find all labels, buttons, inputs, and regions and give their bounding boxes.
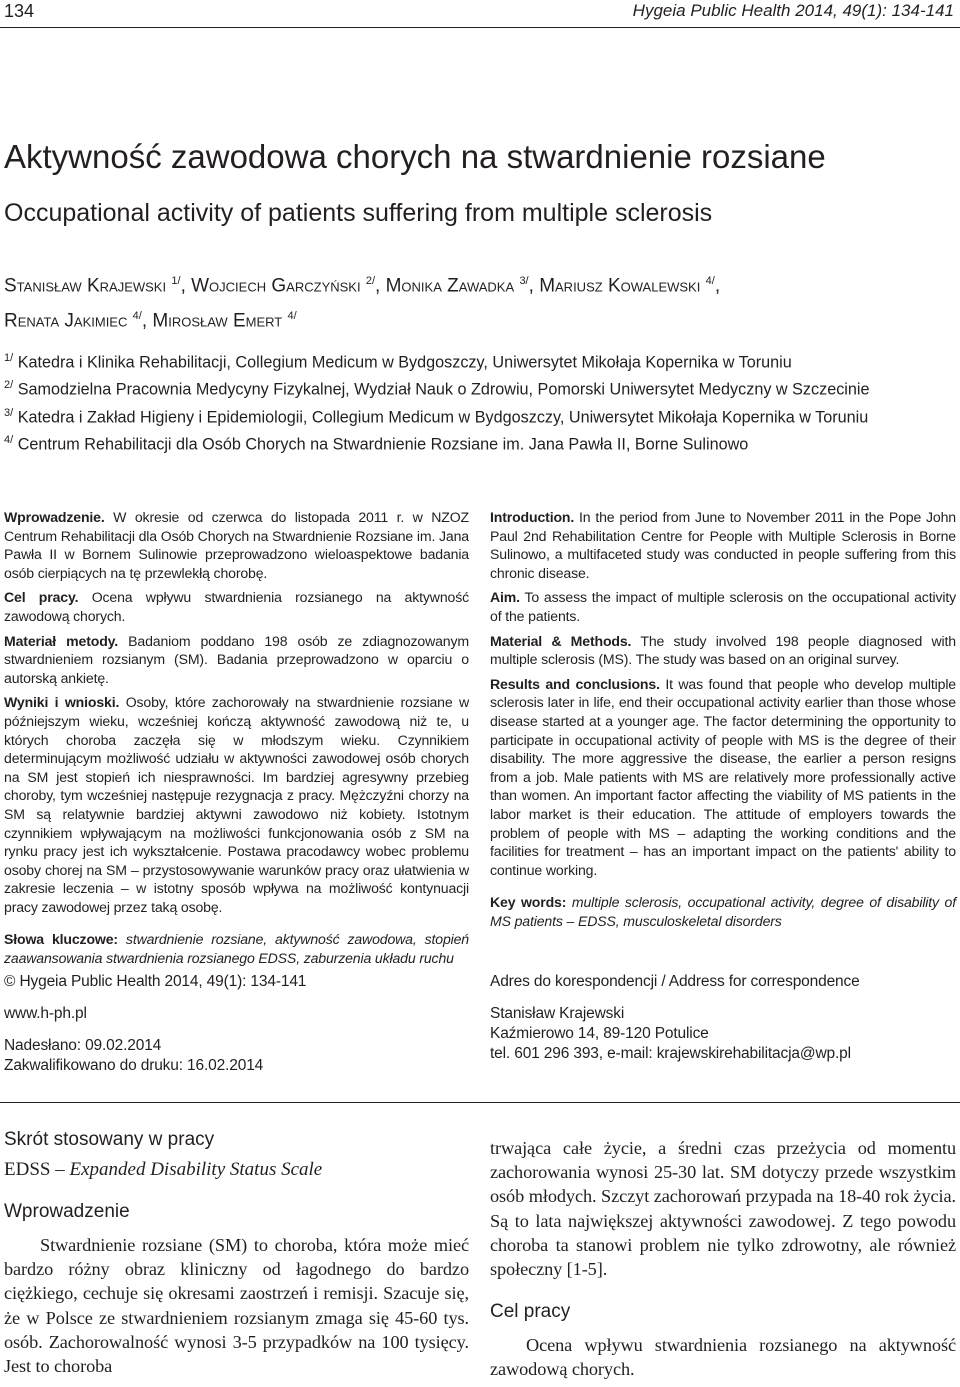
abbreviations-heading: Skrót stosowany w pracy (4, 1129, 215, 1150)
author-affiliation: 1/ (171, 275, 181, 287)
affiliation-text: Katedra i Zakład Higieny i Epidemiologii, Collegium Medicum w Bydgoszczy, Uniwersytet Mikołaja Kopernika w Toruniu (17, 408, 869, 427)
accepted-date: Zakwalifikowano do druku: 16.02.2014 (4, 1057, 264, 1074)
abstract-paragraph (490, 632, 956, 669)
author-affiliation: 4/ (705, 275, 715, 287)
abstract-polish (4, 508, 469, 974)
abstract-text: To assess the impact of multiple sclerosis on the occupational activity of the patients. (490, 589, 956, 624)
correspondence-block (490, 972, 956, 1064)
page-number: 134 (4, 1, 35, 21)
running-header (0, 0, 960, 28)
author-affiliation: 4/ (287, 310, 297, 323)
abstract-paragraph (490, 675, 956, 880)
copyright-icon: © (4, 973, 16, 990)
website-link[interactable]: www.h-ph.pl (4, 1005, 87, 1022)
abstract-label: Material & Methods. (490, 632, 632, 649)
aim-heading: Cel pracy (490, 1301, 571, 1323)
aim-text (490, 1333, 956, 1381)
abbreviation-dash: – (50, 1159, 70, 1180)
keywords-polish (4, 930, 469, 967)
abstract-paragraph (4, 693, 469, 916)
author-name: Mirosław Emert (152, 310, 283, 332)
affiliation-text: Katedra i Klinika Rehabilitacji, Collegium Medicum w Bydgoszczy, Uniwersytet Mikołaja Kopernika w Toruniu (17, 353, 792, 372)
abstract-english (490, 508, 956, 936)
body-right-column (490, 1136, 956, 1382)
abstract-text: The study involved 198 people diagnosed with multiple sclerosis (MS). The study was based on an original survey. (490, 632, 956, 668)
aim-paragraph: Ocena wpływu stwardnienia rozsianego na aktywność zawodową chorych. (490, 1335, 956, 1380)
author-name: Stanisław Krajewski (4, 275, 167, 297)
section-divider (0, 1102, 960, 1103)
abstract-text: W okresie od czerwca do listopada 2011 r. w NZOZ Centrum Rehabilitacji dla Osób Chorych na Stwardnienie Rozsiane im. Jana Pawła II w Bornem Sulinowie przeprowadzono wieloaspektowe badania osób cierpiących na tę przewlekłą chorobę. (4, 509, 469, 581)
title-english: Occupational activity of patients suffering from multiple sclerosis (4, 199, 713, 227)
abbreviation-definition: Expanded Disability Status Scale (69, 1159, 323, 1180)
body-left-column (4, 1127, 469, 1378)
author-name: Wojciech Garczyński (191, 275, 361, 297)
author-name: Renata Jakimiec (4, 310, 128, 332)
affiliation-number: 3/ (4, 406, 14, 419)
affiliation-number: 1/ (4, 352, 14, 364)
correspondence-name: Stanisław Krajewski (490, 1005, 625, 1022)
abstract-text: It was found that people who develop multiple sclerosis later in life, end their occupational activity earlier than those whose disease started at a younger age. The factor determining the opportunity to participate in occupational activity of people with MS is the degree of their disability. The more aggressive the disease, the earlier a person resigns from a job. Male patients with MS are relatively more professionally active than women. An important factor affecting the viability of MS patients in the labor market is their education. The attitude of employers towards the problem of people with MS – adapting the working conditions and the facilities for treatment – has an important impact on the patients' ability to continue working. (490, 675, 956, 878)
affiliation-number: 2/ (4, 379, 14, 392)
correspondence-contact: tel. 601 296 393, e-mail: krajewskirehabilitacja@wp.pl (490, 1045, 851, 1062)
copyright-text: Hygeia Public Health 2014, 49(1): 134-141 (19, 973, 307, 990)
correspondence-heading: Adres do korespondencji / Address for correspondence (490, 973, 860, 990)
affiliation-text: Centrum Rehabilitacji dla Osób Chorych na Stwardnienie Rozsiane im. Jana Pawła II, Borne Sulinowo (17, 435, 749, 454)
abstract-label: Cel pracy. (4, 589, 79, 606)
affiliation-item (4, 374, 959, 401)
journal-citation: Hygeia Public Health 2014, 49(1): 134-141 (632, 1, 954, 20)
abstract-label: Aim. (490, 589, 520, 606)
affiliation-item (4, 347, 959, 374)
abstract-paragraph (4, 508, 469, 582)
author-name: Monika Zawadka (385, 275, 515, 297)
introduction-heading: Wprowadzenie (4, 1201, 130, 1222)
title-polish: Aktywność zawodowa chorych na stwardnienie rozsiane (4, 138, 826, 175)
keywords-text: stwardnienie rozsiane, aktywność zawodowa, stopień zaawansowania stwardnienia rozsianego EDSS, zaburzenia układu ruchu (4, 931, 469, 967)
introduction-paragraph: Stwardnienie rozsiane (SM) to choroba, która może mieć bardzo różny obraz kliniczny od łagodnego do bardzo ciężkiego, cechuje się okresami zaostrzeń i remisji. Szacuje się, że w Polsce ze stwardnieniem rozsianym zmaga się 45-60 tys. osób. Zachorowalność wynosi 3-5 przypadków na 100 tysięcy. Jest to choroba (4, 1235, 469, 1377)
correspondence-address: Kaźmierowo 14, 89-120 Potulice (490, 1025, 709, 1042)
abstract-label: Wyniki i wnioski. (4, 694, 120, 711)
affiliation-item (4, 402, 959, 429)
affiliation-text: Samodzielna Pracownia Medycyny Fizykalnej, Wydział Nauk o Zdrowiu, Pomorski Uniwersytet Medyczny w Szczecinie (17, 380, 870, 399)
copyright-line (4, 972, 469, 992)
abstract-paragraph (4, 632, 469, 688)
submitted-date: Nadesłano: 09.02.2014 (4, 1037, 162, 1054)
author-affiliation: 2/ (365, 275, 376, 287)
abstract-paragraph (4, 588, 469, 625)
author-affiliation: 4/ (132, 310, 142, 323)
keywords-english (490, 893, 956, 930)
abstract-text: Ocena wpływu stwardnienia rozsianego na aktywność zawodową chorych. (4, 589, 470, 624)
affiliation-item (4, 429, 959, 456)
abstract-text: Osoby, które zachorowały na stwardnienie rozsiane w późniejszym wieku, wcześniej kończą aktywność zawodową niż te, u których choroba zaczęła się w młodszym wieku. Czynnikiem determinującym możliwość udziału w aktywności zawodowej osób chorych na SM jest stopień ich niesprawności. Im bardziej agresywny przebieg choroby, tym wcześniej następuje rezygnacja z pracy. Mężczyźni chorzy na SM są relatywnie bardziej aktywni zawodowo niż kobiety. Istotnym czynnikiem wpływającym na możliwości funkcjonowania osób z SM na rynku pracy jest ich wykształcenie. Postawa pracodawcy wobec problemu osoby chorej na SM – przystosowywanie warunków pracy oraz ułatwienia w zakresie leczenia – w istotny sposób wpływa na możliwość kontynuacji pracy zawodowej przez taką osobę. (4, 694, 469, 915)
introduction-continuation (490, 1136, 956, 1281)
author-affiliation: 3/ (519, 275, 529, 287)
publication-info (4, 972, 469, 1088)
keywords-label: Key words: (490, 894, 567, 911)
abbreviation-term: EDSS (4, 1159, 51, 1180)
abstract-label: Materiał metody. (4, 632, 119, 649)
affiliation-list (4, 347, 959, 457)
keywords-label: Słowa kluczowe: (4, 931, 118, 948)
abstract-paragraph (490, 588, 956, 625)
introduction-text (4, 1233, 469, 1378)
abstract-text: In the period from June to November 2011 in the Pope John Paul 2nd Rehabilitation Centre for People with Multiple Sclerosis in Borne Sulinowo, a multifaceted study was conducted in people suffering from this chronic disease. (490, 509, 956, 581)
keywords-text: multiple sclerosis, occupational activity, degree of disability of MS patients – EDSS, musculoskeletal disorders (490, 894, 956, 929)
affiliation-number: 4/ (4, 434, 14, 447)
abstract-text: Badaniom poddano 198 osób ze zdiagnozowanym stwardnieniem rozsianym (SM). Badania przeprowadzono w oparciu o autorską ankietę. (4, 632, 469, 686)
author-list: Stanisław Krajewski $^{1/}$, Wojciech Garczyński $^{2/}$, Monika Zawadka $^{3/}$, Mariusz Kowalewski $^{4/}$, Renata Jakimiec $^{4/}$, Mirosław Emert $^{4/}$ (4, 275, 721, 332)
introduction-paragraph: trwająca całe życie, a średni czas przeżycia od momentu zachorowania wynosi 25-30 lat. SM dotyczy przede wszystkim osób młodych. Szczyt zachorowań przypada na 18-40 rok życia. Są to lata największej aktywności zawodowej. Z tego powodu choroba ta stanowi problem nie tylko zdrowotny, ale również społeczny [1-5]. (490, 1138, 956, 1280)
abbreviation-entry (4, 1157, 469, 1183)
abstract-label: Wprowadzenie. (4, 509, 105, 525)
abstract-paragraph (490, 508, 956, 582)
abstract-label: Introduction. (490, 509, 575, 525)
abstract-label: Results and conclusions. (490, 675, 660, 692)
author-name: Mariusz Kowalewski (539, 275, 701, 297)
